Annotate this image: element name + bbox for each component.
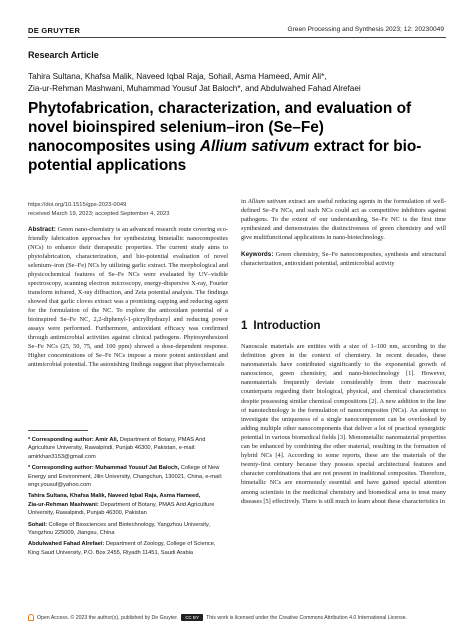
header-rule	[28, 37, 446, 38]
note-label: Tahira Sultana, Khafsa Malik, Naveed Iqbal Raja, Asma Hameed,	[28, 493, 201, 500]
section-heading-introduction	[241, 320, 320, 332]
title-part-1: Phytofabrication, characterization, and evaluation of novel bioinspired selenium–iron (Se–Fe) nanocomposites using	[28, 100, 412, 155]
note-item	[28, 464, 228, 489]
footer-license: This work is licensed under the Creative Commons Attribution 4.0 International License.	[206, 614, 408, 621]
title-part-2: extract for bio-potential applications	[28, 138, 422, 174]
publisher-logo: DE GRUYTER	[28, 26, 81, 35]
page-footer	[28, 613, 446, 622]
keywords	[241, 250, 446, 268]
author-line-1: Tahira Sultana, Khafsa Malik, Naveed Iqbal Raja, Sohail, Asma Hameed, Amir Ali*,	[28, 72, 327, 81]
article-type: Research Article	[28, 50, 99, 60]
author-notes	[28, 436, 228, 560]
abstract-text: Green nano-chemistry is an advanced research route covering eco-friendly fabrication approaches for synthesizing bimetallic nanocomposites (NCs) to enhance their therapeutic properties. The current study aims to phytofabrication, characterization, and bio-potential evaluation of novel selenium–iron (Se–Fe) NCs by utilizing garlic extract. The morphological and physicochemical features of Se–Fe NCs were evaluated by UV–visible spectroscopy, scanning electron microscopy, energy-dispersive X-ray, Fourier transform infrared, X-ray diffraction, and Zeta potential analysis. The findings showed that garlic cloves extract was a promising capping and reducing agent for the formulation of the NC. To explore the antioxidant potential of a bioinspired Se–Fe NC, 2,2-diphenyl-1-picrylhydrazyl and reducing power assays were performed. Furthermore, antioxidant efficacy was confirmed through antimicrobial activities against clinical pathogens. Phytosynthesized Se–Fe NCs (25, 50, 75, and 100 ppm) showed a dose-dependent response. Higher concentrations of Se–Fe NCs impose a more potent antioxidant and antimicrobial potential. The astonishing findings suggest that phytochemicals	[28, 226, 228, 368]
keywords-text: Green chemistry, Se–Fe nanocomposites, synthesis and structural characterization, antioxidant potential, antimicrobial activity	[241, 251, 446, 267]
abstract-continued	[241, 197, 446, 268]
page-header	[0, 0, 474, 46]
note-item	[28, 501, 228, 518]
note-text: College of New Energy and Environment, Jilin University, Changchun, 130021, China, e-mail: engr.yousuf@yahoo.com	[28, 465, 223, 489]
title-species: Allium sativum	[199, 138, 310, 155]
note-label: Zia-ur-Rehman Mashwani:	[28, 501, 99, 508]
note-text: Department of Zoology, College of Science, King Saud University, P.O. Box 2455, Riyadh 11451, Saudi Arabia	[28, 541, 216, 556]
section-title: Introduction	[253, 320, 321, 332]
note-label: * Corresponding author: Amir Ali,	[28, 437, 119, 443]
keywords-label: Keywords:	[241, 251, 274, 258]
footnote-rule	[28, 430, 88, 431]
open-access-lock-icon	[28, 614, 34, 621]
abstract	[28, 225, 228, 369]
abstract-continuation-a: in	[241, 198, 248, 205]
abstract-continuation-b: extract are useful reducing agents in the formulation of well-defined Se–Fe NCs, and such NCs could act as competitive inhibitors against pathogens. To the extent of our understanding, Se–Fe NC is the first time synthesized and demonstrates the distinctiveness of green chemistry and will give multifunctional applications in nano-biotechnology.	[241, 198, 446, 241]
note-label: * Corresponding author: Muhammad Yousuf Jat Baloch,	[28, 465, 180, 472]
abstract-continuation	[241, 197, 446, 242]
abstract-species: Allium sativum	[247, 198, 287, 205]
abstract-label: Abstract:	[28, 226, 56, 233]
author-list	[28, 71, 448, 95]
note-label: Abdulwahed Fahad Alrefaei:	[28, 541, 105, 548]
note-item	[28, 492, 228, 500]
note-item	[28, 521, 228, 538]
note-text: Department of Botany, PMAS Arid Agriculture University, Rawalpindi, Punjab 46300, Pakistan, e-mail: amirkhan3153@gmail.com	[28, 437, 206, 460]
note-item	[28, 436, 228, 461]
article-title	[28, 99, 448, 175]
note-item	[28, 540, 228, 557]
introduction-body: Nanoscale materials are entities with a size of 1–100 nm, according to the definition given in the context of chemistry. In recent decades, these nanomaterials have contributed significantly to the exponential growth of nanoscience, green chemistry, and nano-biotechnology [1]. However, nanomaterials frequently deviate considerably from their macroscale counterparts regarding their biological, physical, and chemical characteristics despite possessing similar chemical compositions [2]. A new addition to the line of nanotechnology is the formulation of nanocomposites (NCs). An attempt to investigate the uniqueness of a single nanocomponent can be overlooked by adding multiple other nanocomponents that deliver a lot of practical synergistic potential in various biomedical fields [3]. Monometallic nanomaterial properties can be enhanced by combining the other material, resulting in the formation of hybrid NCs [4]. According to some reports, these are the materials of the twenty-first century because they possess special architectural features and character combinations that are not present in traditional composites. Therefore, bimetallic NCs are enormously essential and have gained special attention among scientists in the medicinal chemistry and biomedical area to treat many diseases [5] effectively. There is still much to learn about these characteristics in	[241, 343, 446, 505]
note-text: Department of Botany, PMAS Arid Agriculture University, Rawalpindi, Punjab 46300, Pakistan	[28, 501, 215, 517]
article-meta	[28, 201, 228, 218]
footer-copyright: Open Access. © 2023 the author(s), published by De Gruyter.	[37, 614, 179, 621]
article-dates: received March 19, 2023; accepted September 4, 2023	[28, 210, 170, 217]
journal-reference: Green Processing and Synthesis 2023; 12: 20230049	[287, 26, 444, 33]
note-text: College of Biosciences and Biotechnology, Yangzhou University, Yangzhou 225009, Jiangsu, China	[28, 521, 210, 537]
cc-license-badge[interactable]: CC BY	[181, 614, 203, 621]
doi-link[interactable]: https://doi.org/10.1515/gps-2023-0049	[28, 202, 127, 208]
section-number: 1	[241, 320, 248, 332]
author-line-2: Zia-ur-Rehman Mashwani, Muhammad Yousuf Jat Baloch*, and Abdulwahed Fahad Alrefaei	[28, 84, 361, 93]
note-label: Sohail:	[28, 521, 47, 528]
